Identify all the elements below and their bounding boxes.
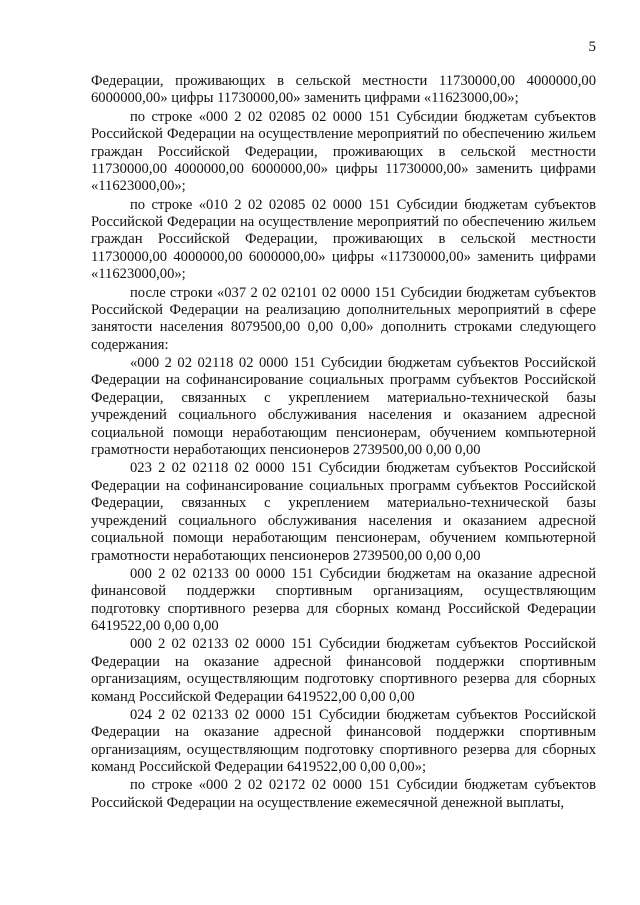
paragraph-024-02133: 024 2 02 02133 02 0000 151 Субсидии бюджетам субъектов Российской Федерации на оказание адресной финансовой поддержки спортивным организациям, осуществляющим подготовку спортивного резерва для сборных команд Российской Федерации 6419522,00 0,00 0,00»;	[91, 706, 596, 776]
paragraph-amend-000-02085: по строке «000 2 02 02085 02 0000 151 Субсидии бюджетам субъектов Российской Федерации на осуществление мероприятий по обеспечению жильем граждан Российской Федерации, проживающих в сельской местности 11730000,00 4000000,00 6000000,00» цифры 11730000,00» заменить цифрами «11623000,00»;	[91, 108, 596, 195]
paragraph-023-02118: 023 2 02 02118 02 0000 151 Субсидии бюджетам субъектов Российской Федерации на софинансирование социальных программ субъектов Российской Федерации, связанных с укреплением материально-технической базы учреждений социального обслуживания населения и оказанием адресной социальной помощи неработающим пенсионерам, обучением компьютерной грамотности неработающих пенсионеров 2739500,00 0,00 0,00	[91, 460, 596, 564]
paragraph-amend-010-02085: по строке «010 2 02 02085 02 0000 151 Субсидии бюджетам субъектов Российской Федерации на осуществление мероприятий по обеспечению жильем граждан Российской Федерации, проживающих в сельской местности 11730000,00 4000000,00 6000000,00» цифры «11730000,00» заменить цифрами «11623000,00»;	[91, 196, 596, 283]
paragraph-amend-000-02172: по строке «000 2 02 02172 02 0000 151 Субсидии бюджетам субъектов Российской Федерации на осуществление ежемесячной денежной выплаты,	[91, 777, 596, 811]
paragraph-add-after-037-02101: после строки «037 2 02 02101 02 0000 151 Субсидии бюджетам субъектов Российской Федерации на реализацию дополнительных мероприятий в сфере занятости населения 8079500,00 0,00 0,00» дополнить строками следующего содержания:	[91, 284, 596, 353]
paragraph-000-02133-02: 000 2 02 02133 02 0000 151 Субсидии бюджетам субъектов Российской Федерации на оказание адресной финансовой поддержки спортивным организациям, осуществляющим подготовку спортивного резерва для сборных команд Российской Федерации 6419522,00 0,00 0,00	[91, 636, 596, 705]
paragraph-000-02133-00: 000 2 02 02133 00 0000 151 Субсидии бюджетам на оказание адресной финансовой поддержки спортивным организациям, осуществляющим подготовку спортивного резерва для сборных команд Российской Федерации 6419522,00 0,00 0,00	[91, 565, 596, 635]
paragraph-1-continuation: Федерации, проживающих в сельской местности 11730000,00 4000000,00 6000000,00» цифры 11730000,00» заменить цифрами «11623000,00»;	[91, 73, 596, 107]
page-number: 5	[588, 39, 596, 55]
document-body	[91, 73, 596, 813]
paragraph-000-02118: «000 2 02 02118 02 0000 151 Субсидии бюджетам субъектов Российской Федерации на софинансирование социальных программ субъектов Российской Федерации, связанных с укреплением материально-технической базы учреждений социального обслуживания населения и оказанием адресной социальной помощи неработающим пенсионерам, обучением компьютерной грамотности неработающих пенсионеров 2739500,00 0,00 0,00	[91, 355, 596, 459]
